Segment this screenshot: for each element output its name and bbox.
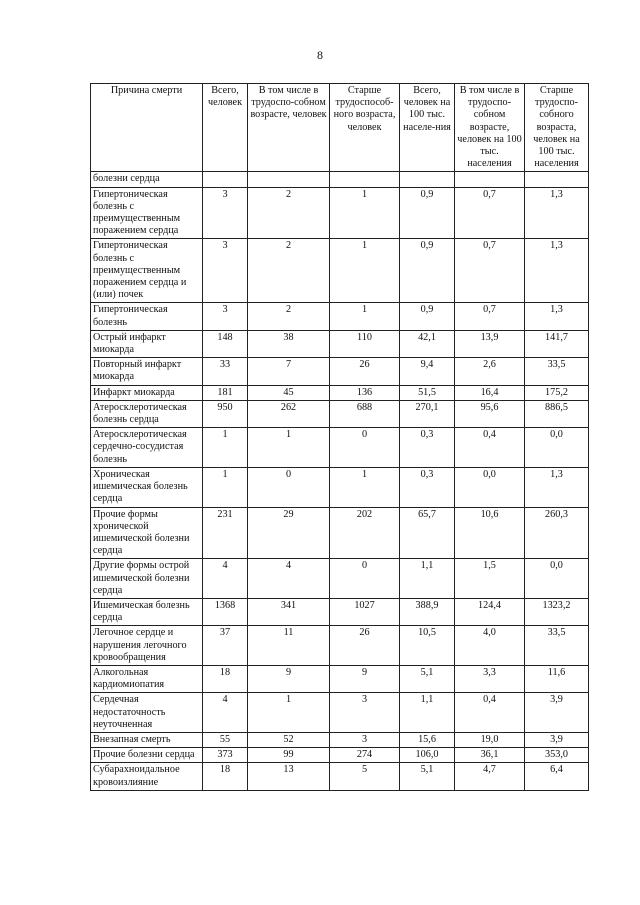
cell-value: 1: [330, 303, 400, 330]
cell-value: 0,0: [525, 428, 589, 468]
cell-value: 26: [330, 358, 400, 385]
cell-cause: Атеросклеротическая болезнь сердца: [91, 400, 203, 427]
table-row: [91, 187, 589, 239]
cell-value: 19,0: [455, 732, 525, 747]
cell-value: 16,4: [455, 385, 525, 400]
cell-value: 202: [330, 507, 400, 559]
cell-value: [203, 172, 248, 187]
cell-value: 0,7: [455, 187, 525, 239]
table-body: [91, 172, 589, 790]
cell-value: [330, 172, 400, 187]
page-number: 8: [317, 48, 323, 62]
cell-value: 1: [203, 467, 248, 507]
cell-value: 55: [203, 732, 248, 747]
cell-value: 95,6: [455, 400, 525, 427]
cell-value: 141,7: [525, 330, 589, 357]
cell-value: 33,5: [525, 626, 589, 666]
table-row: [91, 172, 589, 187]
cell-value: 5: [330, 763, 400, 790]
table-row: [91, 400, 589, 427]
cell-value: 1: [330, 467, 400, 507]
cell-value: 52: [248, 732, 330, 747]
header-working-age: В том числе в трудоспо-собном возрасте, человек: [248, 84, 330, 172]
cell-value: 270,1: [400, 400, 455, 427]
cell-value: 10,6: [455, 507, 525, 559]
table-row: [91, 559, 589, 599]
cell-value: 33: [203, 358, 248, 385]
cell-value: 51,5: [400, 385, 455, 400]
mortality-table: [90, 83, 589, 791]
table-row: [91, 428, 589, 468]
cell-value: 373: [203, 748, 248, 763]
cell-value: 3,9: [525, 732, 589, 747]
cell-value: 106,0: [400, 748, 455, 763]
cell-value: 175,2: [525, 385, 589, 400]
cell-cause: Гипертоническая болезнь с преимущественным поражением сердца и (или) почек: [91, 239, 203, 303]
cell-value: 7: [248, 358, 330, 385]
cell-value: 1,3: [525, 239, 589, 303]
cell-value: 1,3: [525, 467, 589, 507]
cell-value: 26: [330, 626, 400, 666]
cell-value: 5,1: [400, 665, 455, 692]
table-row: [91, 693, 589, 733]
cell-cause: Прочие формы хронической ишемической болезни сердца: [91, 507, 203, 559]
cell-value: 3,9: [525, 693, 589, 733]
cell-value: 1,5: [455, 559, 525, 599]
cell-value: 1: [203, 428, 248, 468]
cell-value: 10,5: [400, 626, 455, 666]
table-row: [91, 763, 589, 790]
cell-value: 0,3: [400, 467, 455, 507]
cell-value: 33,5: [525, 358, 589, 385]
cell-cause: Легочное сердце и нарушения легочного кровообращения: [91, 626, 203, 666]
cell-value: 65,7: [400, 507, 455, 559]
cell-value: 0,9: [400, 187, 455, 239]
cell-value: 3: [203, 187, 248, 239]
cell-value: 2: [248, 303, 330, 330]
cell-value: [400, 172, 455, 187]
cell-value: 6,4: [525, 763, 589, 790]
cell-value: 9: [248, 665, 330, 692]
cell-value: 0,7: [455, 303, 525, 330]
cell-value: 136: [330, 385, 400, 400]
cell-cause: Повторный инфаркт миокарда: [91, 358, 203, 385]
cell-value: 45: [248, 385, 330, 400]
cell-value: 0,4: [455, 428, 525, 468]
header-older-age: Старше трудоспособ-ного возраста, человек: [330, 84, 400, 172]
cell-cause: болезни сердца: [91, 172, 203, 187]
cell-value: 341: [248, 598, 330, 625]
cell-value: 99: [248, 748, 330, 763]
cell-value: 11: [248, 626, 330, 666]
cell-value: 5,1: [400, 763, 455, 790]
cell-value: 1: [330, 187, 400, 239]
cell-value: 4,7: [455, 763, 525, 790]
cell-value: 4: [248, 559, 330, 599]
cell-value: 231: [203, 507, 248, 559]
cell-cause: Внезапная смерть: [91, 732, 203, 747]
cell-value: 15,6: [400, 732, 455, 747]
cell-cause: Хроническая ишемическая болезнь сердца: [91, 467, 203, 507]
cell-value: 0,7: [455, 239, 525, 303]
cell-value: 18: [203, 665, 248, 692]
cell-cause: Субарахноидальное кровоизлияние: [91, 763, 203, 790]
cell-value: 0: [330, 428, 400, 468]
cell-cause: Острый инфаркт миокарда: [91, 330, 203, 357]
cell-value: 1: [248, 693, 330, 733]
cell-value: 1: [248, 428, 330, 468]
cell-value: 0,4: [455, 693, 525, 733]
cell-value: 124,4: [455, 598, 525, 625]
cell-value: 2,6: [455, 358, 525, 385]
header-older-age-per-100k: Старше трудоспо-собного возраста, человек на 100 тыс. населения: [525, 84, 589, 172]
table-row: [91, 239, 589, 303]
cell-value: 9: [330, 665, 400, 692]
table-row: [91, 626, 589, 666]
cell-value: 950: [203, 400, 248, 427]
cell-value: 0,0: [525, 559, 589, 599]
header-cause: Причина смерти: [91, 84, 203, 172]
table-row: [91, 467, 589, 507]
cell-value: 13,9: [455, 330, 525, 357]
cell-value: 1,1: [400, 559, 455, 599]
table-row: [91, 385, 589, 400]
cell-value: 110: [330, 330, 400, 357]
cell-value: 42,1: [400, 330, 455, 357]
cell-value: [248, 172, 330, 187]
table-row: [91, 665, 589, 692]
cell-value: 1: [330, 239, 400, 303]
cell-value: 260,3: [525, 507, 589, 559]
cell-value: 18: [203, 763, 248, 790]
cell-value: 29: [248, 507, 330, 559]
cell-cause: Ишемическая болезнь сердца: [91, 598, 203, 625]
cell-value: [525, 172, 589, 187]
cell-value: 1368: [203, 598, 248, 625]
cell-value: 181: [203, 385, 248, 400]
cell-value: 262: [248, 400, 330, 427]
cell-cause: Гипертоническая болезнь с преимущественным поражением сердца: [91, 187, 203, 239]
table-row: [91, 732, 589, 747]
header-working-age-per-100k: В том числе в трудоспо-собном возрасте, человек на 100 тыс. населения: [455, 84, 525, 172]
cell-value: 148: [203, 330, 248, 357]
cell-value: 2: [248, 239, 330, 303]
cell-cause: Сердечная недостаточность неуточненная: [91, 693, 203, 733]
cell-value: 3: [330, 693, 400, 733]
cell-value: 688: [330, 400, 400, 427]
cell-value: 11,6: [525, 665, 589, 692]
table-row: [91, 748, 589, 763]
cell-value: 0,9: [400, 239, 455, 303]
cell-value: 38: [248, 330, 330, 357]
cell-value: 13: [248, 763, 330, 790]
cell-value: 4: [203, 693, 248, 733]
cell-value: 1,3: [525, 303, 589, 330]
cell-value: 1027: [330, 598, 400, 625]
cell-value: 1,1: [400, 693, 455, 733]
cell-value: 37: [203, 626, 248, 666]
cell-cause: Гипертоническая болезнь: [91, 303, 203, 330]
cell-value: 274: [330, 748, 400, 763]
cell-value: 1323,2: [525, 598, 589, 625]
cell-value: 0: [248, 467, 330, 507]
cell-value: 1,3: [525, 187, 589, 239]
cell-value: 3: [203, 303, 248, 330]
table-row: [91, 330, 589, 357]
cell-cause: Прочие болезни сердца: [91, 748, 203, 763]
cell-value: 3,3: [455, 665, 525, 692]
cell-cause: Алкогольная кардиомиопатия: [91, 665, 203, 692]
table-row: [91, 358, 589, 385]
cell-value: 4,0: [455, 626, 525, 666]
cell-value: 0,9: [400, 303, 455, 330]
cell-value: 2: [248, 187, 330, 239]
cell-value: 36,1: [455, 748, 525, 763]
cell-value: 388,9: [400, 598, 455, 625]
cell-value: 0,0: [455, 467, 525, 507]
table-row: [91, 507, 589, 559]
cell-value: 886,5: [525, 400, 589, 427]
table-header-row: [91, 84, 589, 172]
table-row: [91, 303, 589, 330]
header-total: Всего, человек: [203, 84, 248, 172]
table-row: [91, 598, 589, 625]
cell-value: 3: [203, 239, 248, 303]
cell-value: 3: [330, 732, 400, 747]
cell-value: 353,0: [525, 748, 589, 763]
cell-value: 0: [330, 559, 400, 599]
cell-value: 4: [203, 559, 248, 599]
cell-cause: Инфаркт миокарда: [91, 385, 203, 400]
header-total-per-100k: Всего, человек на 100 тыс. населе-ния: [400, 84, 455, 172]
cell-value: 0,3: [400, 428, 455, 468]
cell-cause: Атеросклеротическая сердечно-сосудистая болезнь: [91, 428, 203, 468]
cell-value: [455, 172, 525, 187]
cell-value: 9,4: [400, 358, 455, 385]
cell-cause: Другие формы острой ишемической болезни сердца: [91, 559, 203, 599]
